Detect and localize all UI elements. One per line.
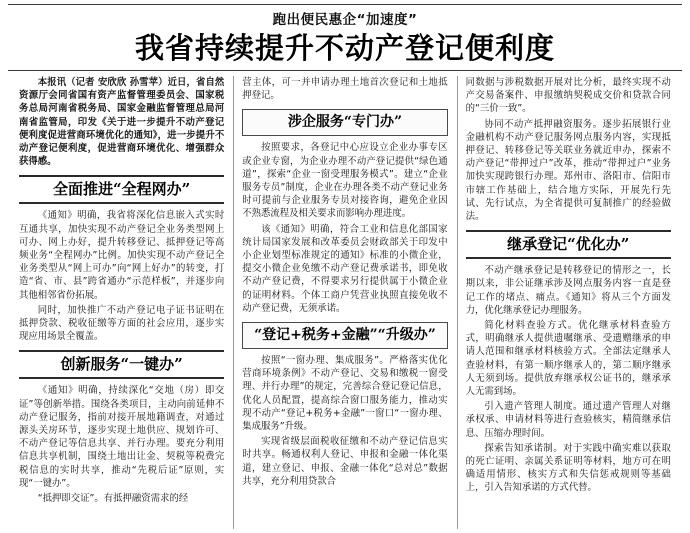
section-heading-youhuaban: 继承登记“优化办”	[466, 230, 671, 259]
section-heading-zhuanmenban: 涉企服务“专门办”	[242, 109, 447, 136]
paragraph: 引入遗产管理人制度。通过遗产管理人对继承权承、申请材料等进行查验核实，精简继承信息、压缩办理时间。	[465, 401, 671, 439]
paragraph: 探索告知承诺制。对于实践中确实难以获取的死亡证明、亲属关系证明等材料，地方可在明确适用情形、核实方式和失信惩戒规则等基础上，引入告知承诺的方式代替。	[465, 442, 671, 494]
lead-paragraph: 本报讯（记者 安欣欣 孙雪苹）近日，省自然资源厅会同省国有资产监督管理委员会、国家税务总局河南省税务局、国家金融监督管理总局河南省监管局，印发《关于进一步提升不动产登记便利度促进营商环境优化的通知》，进一步提升不动产登记便利度，促进营商环境优化、增强群众获得感。	[19, 77, 225, 168]
paragraph: 协同不动产抵押融资服务。逐步拓展银行业金融机构不动产登记服务网点服务内容，实现抵押登记、转移登记等关联业务就近申办，探索不动产登记“带押过户”改革，推动“带押过户”业务加快实现跨银行办理。郑州市、洛阳市、信阳市市辖工作基础上，结合地方实际，开展先行先试、先行试点，为全省提供可复制推广的经验做法。	[465, 118, 671, 223]
paragraph: 按照“一窗办理、集成服务”。严格落实优化营商环境条例》不动产登记、交易和缴税一窗受理、并行办理”的规定，完善综合登记登记信息，优化人员配置，提高综合窗口服务能力，推动实现不动产“登记+税务+金融”一窗口“一窗办理、集成服务”升级。	[242, 355, 448, 433]
paragraph: 同时，加快推广不动产登记电子证书证明在抵押贷款、税收征缴等方面的社会应用，逐步实现应用场景全覆盖。	[19, 304, 225, 343]
paragraph-continued: 同数据与涉税数据开展对比分析，最终实现不动产交易备案件、申报缴纳契税成交价和贷款合同的“三价一致”。	[465, 77, 671, 115]
article-column-3	[457, 76, 680, 529]
section-heading-shengjiban: “登记+税务+金融”“升级办”	[242, 322, 447, 349]
article-column-1	[10, 76, 233, 529]
page-title: 我省持续提升不动产登记便利度	[134, 31, 555, 65]
paragraph: 实现省级层面税收征缴和不动产登记信息实时共享。畅通权利人登记、申报和金融一体化渠道，建立登记、申报、金融一体化“总对总”数据共享，充分利用贷款合	[242, 436, 448, 487]
paragraph: 按照要求，各登记中心应设立企业办事专区或企业专窗，为企业办理不动产登记提供“绿色通道”，探索“企业一窗受理服务模式”。建立“企业服务专员”制度，企业在办理各类不动产登记业务时可提前与企业服务专员对接咨询，避免企业因不熟悉流程及相关要求而影响办理进度。	[242, 142, 448, 220]
section-heading-yijianban: 创新服务“一键办”	[19, 350, 224, 379]
paragraph: “抵押即交证”。有抵押融资需求的经	[37, 493, 189, 505]
headline-divider	[8, 70, 682, 71]
section-heading-quanchengwangban: 全面推进“全程网办”	[19, 175, 224, 204]
paragraph-continued: 营主体，可一并申请办理土地首次登记和土地抵押登记。	[242, 77, 448, 102]
article-columns	[10, 76, 680, 529]
paragraph: 该《通知》明确，符合工业和信息化部国家统计局国家发展和改革委员会财政部关于印发中小企业划型标准规定的通知》标准的小微企业，提交小微企业免缴不动产登记费承诺书，即免收不动产登记费，不得要求另行提供属于小微企业的证明材料。个体工商户凭营业执照直接免收不动产登记费，无须承诺。	[242, 223, 448, 314]
paragraph: 《通知》明确，我省将深化信息嵌入式实时互通共享，加快实现不动产登记全业务类型网上可办、网上办好，提升转移登记、抵押登记等高频业务“全程网办”比例。加快实现不动产登记全业务类型从“网上可办”向“网上好办”的转变，打造“省、市、县”跨省通办“示范样板”，并逐步向其他相邻省份拓展。	[19, 210, 225, 301]
kicker-text: 跑出便民惠企“加速度”	[272, 12, 418, 28]
top-divider	[8, 4, 682, 5]
paragraph: 不动产继承登记是转移登记的情形之一，长期以来，非公证继承涉及网点服务内容一直是登记工作的堵点、痛点。《通知》将从三个方面发力，优化继承登记办理服务。	[465, 265, 671, 316]
paragraph: 简化材料查验方式。优化继承材料查验方式，明确继承人提供遗嘱继承、受遗赠继承的申请人范围和继承材料核验方式。全部法定继承人查验材料，有第一顺序继承人的，第二顺序继承人无须到场。提供放弃继承权公证书的，继承承人无需到场。	[465, 320, 671, 398]
article-column-2	[233, 76, 456, 529]
paragraph: 《通知》明确，持续深化“交地（房）即交证”等创新举措。围绕各类项目，主动向前延伸不动产登记服务，指前对接开展地籍调查，对通过源头关房环节，逐步实现土地供应、规划许可、不动产登记等信息共享、并行办理。要充分利用信息共享机制，围绕土地出让金、契税等税费完税信息的实时共享，推动“先税后证”原则，实现“一键办”。	[19, 385, 225, 489]
